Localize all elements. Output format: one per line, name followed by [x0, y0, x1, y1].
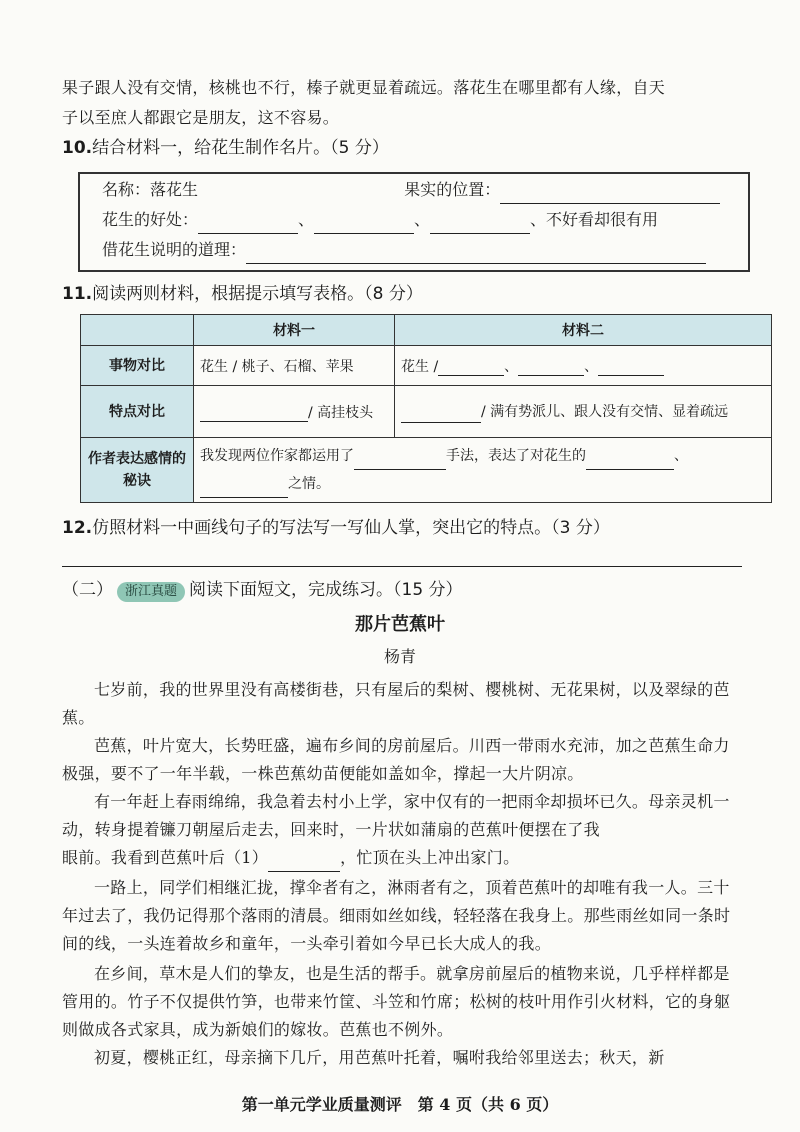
table-row [81, 346, 772, 386]
intro-line-1: 果子跟人没有交情，核桃也不行，榛子就更显着疏远。落花生在哪里都有人缘，自天 [62, 78, 666, 97]
benefit-label: 花生的好处： [102, 210, 199, 229]
table-header-row [81, 315, 772, 346]
cell-m2 [395, 346, 772, 386]
answer-blank[interactable] [438, 355, 504, 376]
article-paragraph: 芭蕉，叶片宽大，长势旺盛，遍布乡间的房前屋后。川西一带雨水充沛，加之芭蕉生命力极强，要不了一年半载，一株芭蕉幼苗便能如盖如伞，撑起一大片阴凉。 [62, 736, 730, 783]
benefit-tail: 、不好看却很有用 [530, 210, 659, 229]
answer-blank[interactable] [354, 449, 446, 470]
cell-m1: 花生 / 桃子、石榴、苹果 [194, 346, 395, 386]
article-paragraph [62, 844, 742, 872]
separator: 、 [414, 210, 431, 229]
question-number: 11. [62, 284, 93, 304]
separator: 、 [504, 359, 519, 375]
row-label: 特点对比 [81, 386, 194, 438]
answer-blank[interactable] [200, 401, 308, 422]
question-number: 12. [62, 518, 93, 538]
article-author: 杨青 [383, 647, 416, 666]
table-corner [81, 315, 194, 346]
cell-text: / 满有势派儿、跟人没有交情、显着疏远 [481, 403, 729, 420]
answer-blank[interactable] [518, 355, 584, 376]
separator: 、 [584, 359, 599, 375]
cell-text: 花生 / [401, 359, 439, 375]
blank-1[interactable] [268, 851, 340, 872]
paragraph-text: 眼前。我看到芭蕉叶后（1） [62, 848, 269, 867]
peanut-name-card [78, 172, 750, 272]
separator: 、 [674, 448, 688, 464]
header-material-2: 材料二 [395, 315, 772, 346]
answer-blank[interactable] [200, 477, 288, 498]
question-text: 结合材料一，给花生制作名片。（5 分） [92, 138, 389, 158]
article-paragraph: 七岁前，我的世界里没有高楼街巷，只有屋后的梨树、樱桃树、无花果树，以及翠绿的芭蕉。 [62, 680, 730, 727]
question-12 [62, 514, 610, 542]
question-10 [62, 134, 389, 162]
row-label: 作者表达感情的秘诀 [81, 438, 194, 503]
benefit-blank-2[interactable] [314, 213, 414, 234]
cell-text: 我发现两位作家都运用了 [200, 448, 354, 464]
cell-text: 之情。 [288, 476, 330, 492]
position-blank[interactable] [500, 183, 720, 204]
name-label: 名称：落花生 [102, 180, 199, 199]
cell-m1 [194, 386, 395, 438]
reason-label: 借花生说明的道理： [102, 240, 247, 259]
article-paragraph: 一路上，同学们相继汇拢，撑伞者有之，淋雨者有之，顶着芭蕉叶的却唯有我一人。三十年过去了，我仍记得那个落雨的清晨。细雨如丝如线，轻轻落在我身上。那些雨丝如同一条时间的线，一头连着故乡和童年，一头牵引着如今早已长大成人的我。 [62, 878, 731, 953]
cell-text: / 高挂枝头 [308, 405, 374, 421]
question-text: 仿照材料一中画线句子的写法写一写仙人掌，突出它的特点。（3 分） [92, 518, 610, 538]
separator: 、 [298, 210, 315, 229]
article-paragraph: 有一年赶上春雨绵绵，我急着去村小上学，家中仅有的一把雨伞却损坏已久。母亲灵机一动，转身提着镰刀朝屋后走去，回来时，一片状如蒲扇的芭蕉叶便摆在了我 [62, 792, 730, 839]
cell-text: 手法，表达了对花生的 [446, 448, 586, 464]
table-row [81, 438, 772, 503]
cell-merged [194, 438, 772, 503]
section-2-heading [62, 576, 463, 604]
article-paragraph: 初夏，樱桃正红，母亲摘下几斤，用芭蕉叶托着，嘱咐我给邻里送去；秋天，新 [94, 1048, 665, 1067]
card-row-name [102, 176, 720, 204]
question-text: 阅读两则材料，根据提示填写表格。（8 分） [92, 284, 423, 304]
page-footer: 第一单元学业质量测评 第 4 页（共 6 页） [241, 1095, 559, 1114]
card-row-benefit [102, 206, 658, 234]
comparison-table [80, 314, 772, 503]
article-title: 那片芭蕉叶 [355, 614, 445, 635]
question-11 [62, 280, 423, 308]
answer-blank[interactable] [598, 355, 664, 376]
zhejiang-exam-tag: 浙江真题 [117, 582, 185, 602]
row-label: 事物对比 [81, 346, 194, 386]
benefit-blank-3[interactable] [430, 213, 530, 234]
question-number: 10. [62, 138, 93, 158]
answer-blank[interactable] [586, 449, 674, 470]
card-row-reason [102, 236, 706, 264]
table-row [81, 386, 772, 438]
answer-line[interactable] [62, 566, 742, 567]
cell-m2 [395, 386, 772, 438]
article-paragraph: 在乡间，草木是人们的挚友，也是生活的帮手。就拿房前屋后的植物来说，几乎样样都是管用的。竹子不仅提供竹笋，也带来竹筐、斗笠和竹席；松树的枝叶用作引火材料，它的身躯则做成各式家具，成为新娘们的嫁妆。芭蕉也不例外。 [62, 964, 731, 1039]
header-material-1: 材料一 [194, 315, 395, 346]
benefit-blank-1[interactable] [198, 213, 298, 234]
reason-blank[interactable] [246, 243, 706, 264]
section-text: 阅读下面短文，完成练习。（15 分） [189, 580, 463, 600]
section-prefix: （二） [62, 580, 113, 600]
position-label: 果实的位置： [404, 180, 501, 199]
intro-line-2: 子以至庶人都跟它是朋友，这不容易。 [62, 108, 340, 127]
answer-blank[interactable] [401, 402, 481, 423]
paragraph-text: ，忙顶在头上冲出家门。 [340, 848, 520, 867]
